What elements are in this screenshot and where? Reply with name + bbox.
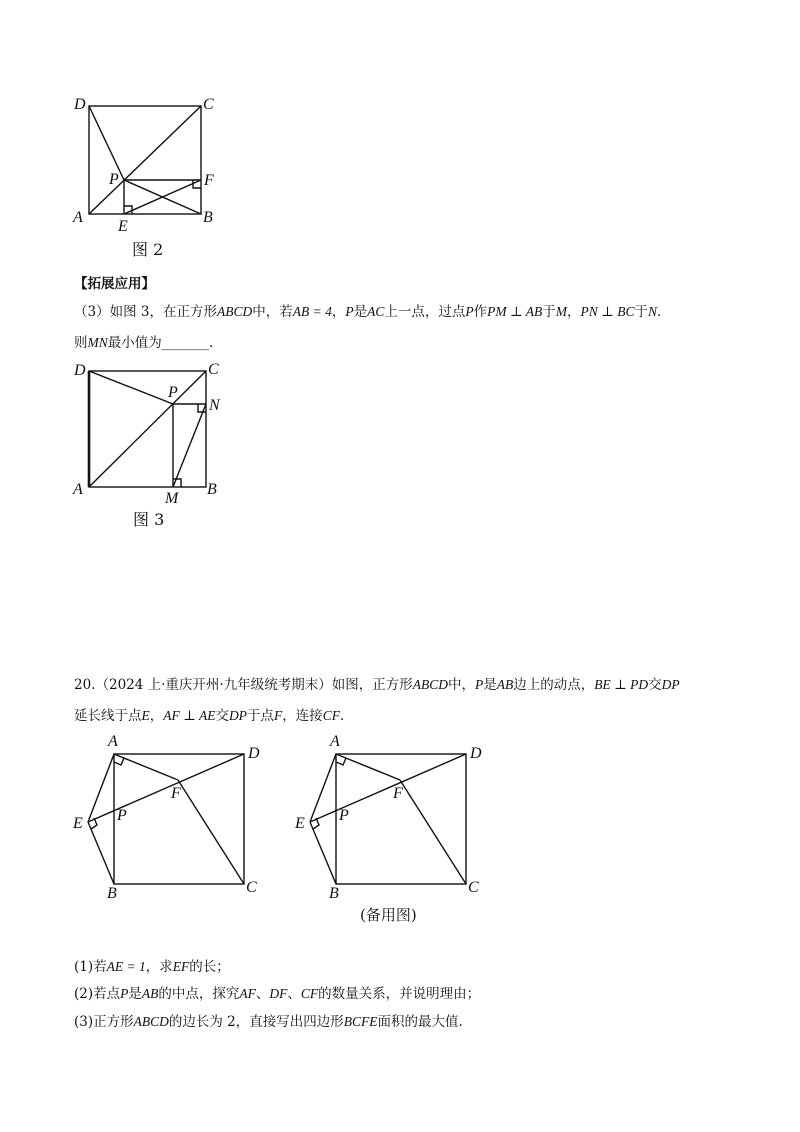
fig20b-label-b: B [329, 885, 339, 902]
fig3-label-b: B [207, 481, 217, 498]
sub3-bcfe: BCFE [343, 1014, 378, 1029]
segment-eb-20b [310, 822, 336, 884]
fig20a-label-a: A [108, 733, 118, 750]
sub2-ab: AB [141, 986, 159, 1001]
q3-pn: PN ⊥ BC [580, 304, 635, 319]
figure-20-backup-lines [310, 754, 466, 884]
square-abcd-20b [336, 754, 466, 884]
sub-question-2 [74, 985, 480, 1003]
fig2-label-c: C [203, 96, 214, 113]
segment-fc-20b [400, 780, 466, 884]
q20-cf: CF [322, 708, 340, 723]
sub3-abcd: ABCD [133, 1014, 169, 1029]
q3-t9: ． [657, 304, 671, 320]
q20-t3: 边上的动点， [513, 677, 595, 693]
sub3-t1: 的边长为 2，直接写出四边形 [168, 1014, 344, 1030]
sub1-ef: EF [172, 959, 190, 974]
q3-p: P [345, 304, 354, 319]
q20-line2-b: ， [149, 708, 164, 724]
fig20b-label-d: D [470, 745, 482, 762]
fig20a-label-e: E [73, 815, 83, 832]
sub2-end: 的数量关系，并说明理由； [318, 986, 481, 1002]
sub3-prefix: (3)正方形 [74, 1014, 134, 1030]
q20-abcd: ABCD [412, 677, 448, 692]
fig2-label-a: A [73, 209, 83, 226]
sub2-s2: 、 [287, 986, 301, 1002]
q3-t4: 上一点，过点 [384, 304, 466, 320]
fig20a-label-f: F [171, 785, 181, 802]
q3-pm: PM ⊥ AB [487, 304, 543, 319]
q3-m: M [555, 304, 568, 319]
q3-n: N [648, 304, 658, 319]
fig3-label-n: N [209, 397, 220, 414]
sub-question-1 [74, 958, 230, 976]
q3-prefix: （3）如图 3，在正方形 [74, 304, 217, 320]
fig3-label-p: P [168, 384, 178, 401]
fig2-label-b: B [203, 209, 213, 226]
q3-t5: 作 [473, 304, 488, 320]
fig20a-label-d: D [248, 745, 260, 762]
q20-p: P [474, 677, 484, 692]
q20-e: E [141, 708, 150, 723]
sub1-end: 的长； [189, 959, 230, 975]
fig3-label-c: C [208, 361, 219, 378]
fig3-label-m: M [165, 490, 179, 507]
segment-ed-20b [310, 754, 466, 822]
section-title: 【拓展应用】 [74, 276, 155, 292]
fig20b-label-c: C [468, 879, 479, 896]
q20-dp: DP [661, 677, 680, 692]
q20-f: F [273, 708, 283, 723]
q3-abcd: ABCD [216, 304, 253, 319]
q20-t2: 是 [483, 677, 497, 693]
q20-dp2: DP [228, 708, 247, 723]
q3-line2-c: . [209, 335, 214, 351]
q20-line2-d: 于点 [246, 708, 274, 724]
q20-ab: AB [496, 677, 514, 692]
fig2-caption: 图 2 [132, 240, 164, 259]
fig20b-label-p: P [339, 807, 349, 824]
q20-be: BE ⊥ PD [594, 677, 649, 692]
fig20b-label-a: A [330, 733, 340, 750]
q3-t3: 是 [353, 304, 368, 320]
q3-t8: 于 [634, 304, 648, 320]
q3-line2-b: 最小值为 [107, 335, 162, 351]
fig2-label-e: E [118, 218, 128, 235]
q3-line2-a: 则 [74, 335, 88, 351]
fig3-label-d: D [74, 362, 86, 379]
sub2-s1: 、 [255, 986, 270, 1002]
sub1-ae: AE = 1 [106, 959, 146, 974]
q3-t6: 于 [542, 304, 556, 320]
sub2-af: AF [239, 986, 256, 1001]
sub2-t2: 的中点，探究 [158, 986, 240, 1002]
right-angle-a-20b [336, 758, 346, 765]
q20-source: （2024 上·重庆开州·九年级统考期末）如图，正方形 [95, 677, 413, 693]
q20-line2-e: ，连接 [282, 708, 323, 724]
fig2-label-p: P [109, 171, 119, 188]
q20-line2-c: 交 [215, 708, 229, 724]
q3-ab4: AB = 4 [292, 304, 332, 319]
q3-t7: ， [567, 304, 581, 320]
fig20a-label-c: C [246, 879, 257, 896]
sub2-prefix: (2)若点 [74, 986, 121, 1002]
fig20b-caption: (备用图) [360, 906, 417, 924]
q3-ac: AC [367, 304, 385, 319]
q20-t4: 交 [648, 677, 662, 693]
sub-question-3 [74, 1013, 463, 1031]
fig20b-label-e: E [295, 815, 305, 832]
q3-mn: MN [87, 335, 108, 350]
q20-number: 20. [74, 677, 96, 693]
sub2-cf: CF [300, 986, 319, 1001]
sub2-p: P [120, 986, 129, 1001]
sub1-mid: ，求 [145, 959, 173, 975]
q20-line2-a: 延长线于点 [74, 708, 142, 724]
fig2-label-f: F [204, 172, 214, 189]
fig3-caption: 图 3 [133, 510, 165, 529]
sub2-df: DF [269, 986, 288, 1001]
fig3-label-a: A [73, 481, 83, 498]
q3-t1: 中，若 [252, 304, 293, 320]
q20-af: AF ⊥ AE [163, 708, 216, 723]
q20-t1: 中， [447, 677, 475, 693]
fig20a-label-b: B [107, 885, 117, 902]
q3-p2: P [465, 304, 474, 319]
sub1-prefix: (1)若 [74, 959, 107, 975]
q3-answer-blank: _______ [161, 335, 209, 351]
q3-t2: ， [331, 304, 346, 320]
fig2-label-d: D [74, 96, 86, 113]
fig20a-label-p: P [117, 807, 127, 824]
sub3-end: 面积的最大值. [377, 1014, 463, 1030]
fig20b-label-f: F [393, 785, 403, 802]
q20-line2-f: ． [339, 708, 354, 724]
sub2-t1: 是 [128, 986, 142, 1002]
